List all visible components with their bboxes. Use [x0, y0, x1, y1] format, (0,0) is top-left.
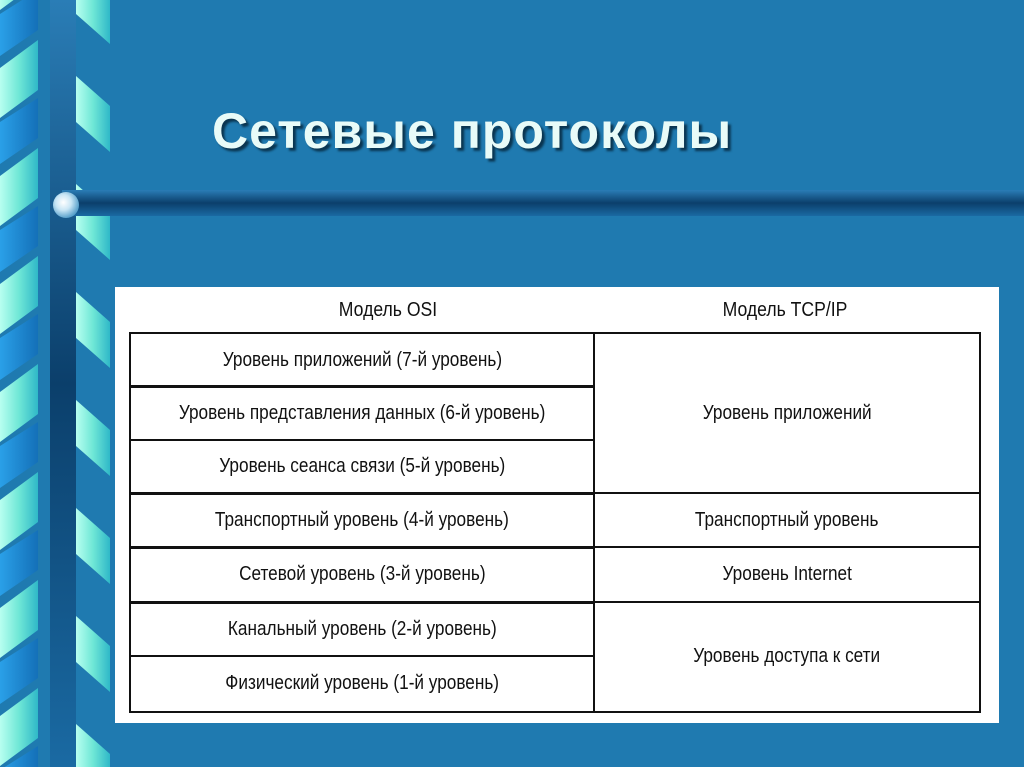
- tcpip-layer-cell: [595, 334, 979, 493]
- tcpip-layer-label: Уровень доступа к сети: [693, 645, 881, 667]
- osi-layer-label: Транспортный уровень (4-й уровень): [215, 508, 509, 531]
- osi-layer-label: Физический уровень (1-й уровень): [225, 672, 499, 694]
- tcpip-layer-label: Уровень Internet: [722, 563, 852, 585]
- osi-layer-cell: [131, 334, 593, 386]
- osi-layer-cell: [131, 386, 593, 440]
- osi-tcpip-table: [129, 332, 981, 713]
- bar-knob: [53, 192, 79, 218]
- osi-layer-cell: [131, 493, 593, 547]
- ribbon-segment: [76, 292, 110, 368]
- tcpip-layer-label: Уровень приложений: [702, 402, 872, 424]
- osi-layer-label: Канальный уровень (2-й уровень): [227, 617, 497, 640]
- ribbon-segment: [76, 724, 110, 767]
- tcpip-layer-label: Транспортный уровень: [695, 508, 879, 531]
- osi-layer-cell: [131, 547, 593, 602]
- osi-layer-label: Уровень сеанса связи (5-й уровень): [218, 455, 505, 477]
- tcpip-layer-cell: [595, 602, 979, 711]
- tcpip-layer-cell: [595, 547, 979, 602]
- horizontal-bar: [62, 190, 1024, 216]
- osi-header: Модель OSI: [338, 299, 438, 321]
- osi-layer-cell: [131, 656, 593, 711]
- osi-layer-cell: [131, 440, 593, 493]
- ribbon-segment: [76, 76, 110, 152]
- ribbon-segment: [76, 508, 110, 584]
- osi-layer-label: Уровень приложений (7-й уровень): [222, 348, 502, 371]
- tcpip-header: Модель TCP/IP: [722, 299, 848, 321]
- tcpip-layer-cell: [595, 493, 979, 547]
- ribbon-segment: [76, 400, 110, 476]
- osi-layer-cell: [131, 602, 593, 656]
- comparison-table-panel: [115, 287, 999, 723]
- slide-title: Сетевые протоколы: [212, 103, 733, 159]
- osi-layer-label: Уровень представления данных (6-й уровень): [178, 401, 546, 424]
- ribbon-segment: [76, 616, 110, 692]
- osi-layer-label: Сетевой уровень (3-й уровень): [238, 563, 486, 585]
- ribbon-segment: [76, 0, 110, 44]
- vertical-bar: [50, 0, 76, 767]
